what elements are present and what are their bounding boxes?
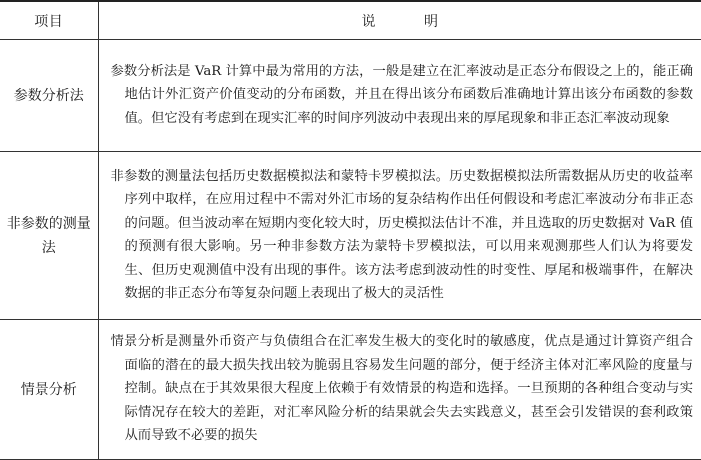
column-header-description-text: 说 明: [361, 13, 460, 30]
row-description-cell: [98, 40, 701, 152]
table-row: [0, 320, 701, 460]
column-header-description: [98, 1, 701, 40]
row-item-cell: 参数分析法: [0, 40, 98, 152]
table-row: [0, 40, 701, 152]
row-description-text: 情景分析是测量外币资产与负债组合在汇率发生极大的变化时的敏感度，优点是通过计算资产组合面临的潜在的最大损失找出较为脆弱且容易发生问题的部分，便于经济主体对汇率风险的度量与控制。缺点在于其效果很大程度上依赖于有效情景的构造和选择。一旦预期的各种组合变动与实际情况存在较大的差距，对汇率风险分析的结果就会失去实践意义，甚至会引发错误的套利政策从而导致不必要的损失: [110, 334, 693, 444]
row-description-text: 参数分析法是 VaR 计算中最为常用的方法，一般是建立在汇率波动是正态分布假设之上的，能正确地估计外汇资产价值变动的分布函数，并且在得出该分布函数后准确地计算出该分布函数的参数值。但它没有考虑到在现实汇率的时间序列波动中表现出来的厚尾现象和非正态汇率波动现象: [110, 63, 693, 126]
column-header-item: 项目: [0, 1, 98, 40]
table-header-row: [0, 1, 701, 40]
row-description-cell: [98, 152, 701, 320]
row-item-cell: 非参数的测量法: [0, 152, 98, 320]
row-description-cell: [98, 320, 701, 460]
row-item-cell: 情景分析: [0, 320, 98, 460]
table-row: [0, 152, 701, 320]
row-description-text: 非参数的测量法包括历史数据模拟法和蒙特卡罗模拟法。历史数据模拟法所需数据从历史的收益率序列中取样，在应用过程中不需对外汇市场的复杂结构作出任何假设和考虑汇率波动分布非正态的问题。但当波动率在短期内变化较大时，历史模拟法估计不准，并且选取的历史数据对 VaR 值的预测有很大影响。另一种非参数方法为蒙特卡罗模拟法，可以用来观测那些人们认为将要发生、但历史观测值中没有出现的事件。该方法考虑到波动性的时变性、厚尾和极端事件，在解决数据的非正态分布等复杂问题上表现出了极大的灵活性: [110, 168, 693, 301]
